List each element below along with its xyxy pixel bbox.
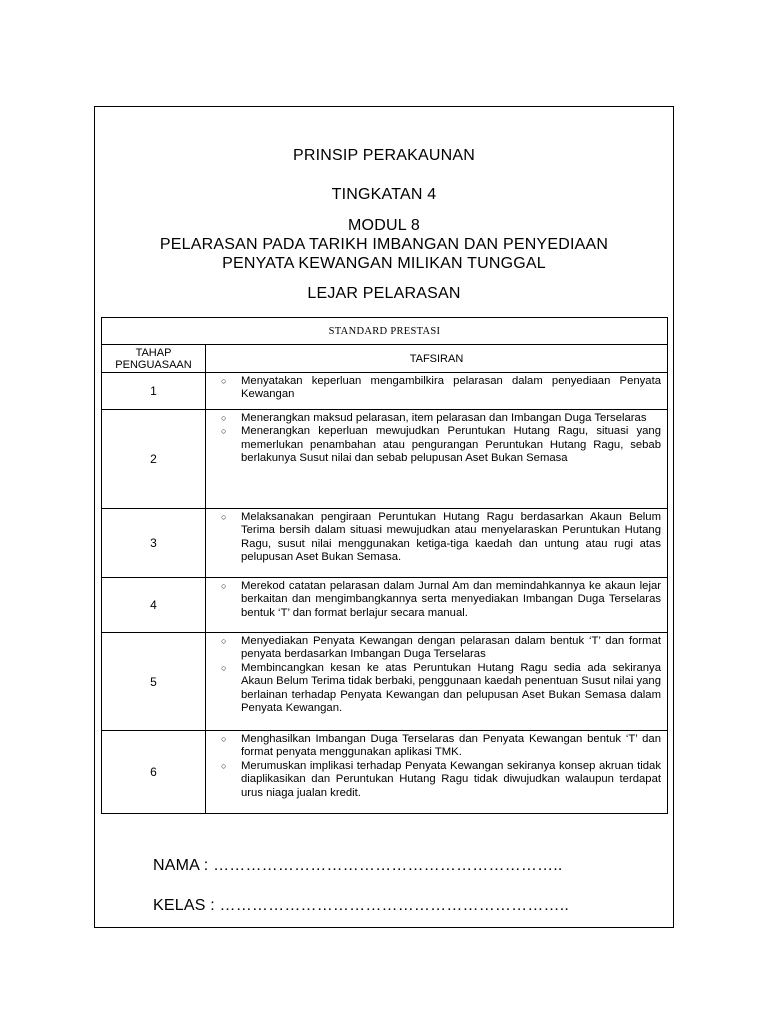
description-cell [206, 578, 668, 633]
list-item: ○ Menghasilkan Imbangan Duga Terselaras dan Penyata Kewangan bentuk ‘T’ dan format penyata menggunakan aplikasi TMK. [218, 733, 661, 760]
table-row [102, 509, 668, 578]
description-cell [206, 410, 668, 509]
level-cell: 5 [102, 633, 206, 731]
table-row [102, 373, 668, 410]
subject-title: PRINSIP PERAKAUNAN [292, 147, 476, 164]
table-row [102, 578, 668, 633]
description-cell [206, 509, 668, 578]
description-list [218, 412, 661, 466]
level-cell: 3 [102, 509, 206, 578]
module-number: MODUL 8 [348, 217, 420, 234]
description-list [218, 580, 661, 620]
description-cell [206, 731, 668, 814]
level-cell: 1 [102, 373, 206, 410]
description-cell [206, 633, 668, 731]
description-list [218, 733, 661, 800]
list-item: ○ Membincangkan kesan ke atas Peruntukan Hutang Ragu sedia ada sekiranya Akaun Belum Terima tidak berbaki, penggunaan kaedah penentuan Susut nilai yang berlainan terhadap Penyata Kewangan dan pelupusan Aset Bukan Semasa dalam Penyata Kewangan. [218, 662, 661, 716]
column-header-description: TAFSIRAN [206, 345, 668, 373]
list-item: ○ Menerangkan maksud pelarasan, item pelarasan dan Imbangan Duga Terselaras [218, 412, 661, 425]
level-cell: 4 [102, 578, 206, 633]
module-title-line1: PELARASAN PADA TARIKH IMBANGAN DAN PENYEDIAAN [159, 236, 609, 253]
column-header-level-label: TAHAP PENGUASAAN [115, 346, 192, 371]
list-item: ○ Menyediakan Penyata Kewangan dengan pelarasan dalam bentuk ‘T’ dan format penyata berdasarkan Imbangan Duga Terselaras [218, 635, 661, 662]
list-item: ○ Melaksanakan pengiraan Peruntukan Hutang Ragu berdasarkan Akaun Belum Terima bersih dalam situasi mewujudkan atau menyelaraskan Peruntukan Hutang Ragu, susut nilai menggunakan ketiga-tiga kaedah dan untung atau rugi atas pelupusan Aset Bukan Semasa. [218, 511, 661, 565]
name-field: NAMA : ……………………………………………………….. [153, 857, 563, 874]
table-row [102, 731, 668, 814]
description-list [218, 511, 661, 565]
document-frame [94, 106, 674, 928]
list-item: ○ Menyatakan keperluan mengambilkira pelarasan dalam penyediaan Penyata Kewangan [218, 375, 661, 402]
description-cell [206, 373, 668, 410]
list-item: ○ Merumuskan implikasi terhadap Penyata Kewangan sekiranya konsep akruan tidak diaplikasikan dan Peruntukan Hutang Ragu tidak diwujudkan walaupun terdapat urus niaga jualan kredit. [218, 760, 661, 800]
column-header-level [102, 345, 206, 373]
table-row [102, 633, 668, 731]
performance-standard-table [101, 317, 668, 814]
table-caption: STANDARD PRESTASI [102, 318, 668, 345]
table-row [102, 410, 668, 509]
topic-title: LEJAR PELARASAN [307, 285, 461, 302]
description-list [218, 635, 661, 715]
list-item: ○ Merekod catatan pelarasan dalam Jurnal Am dan memindahkannya ke akaun lejar berkaitan dan mengimbangkannya serta menyediakan Imbangan Duga Terselaras bentuk ‘T’ dan format berlajur secara manual. [218, 580, 661, 620]
list-item: ○ Menerangkan keperluan mewujudkan Peruntukan Hutang Ragu, situasi yang memerlukan penambahan atau pengurangan Peruntukan Hutang Ragu, sebab berlakunya Susut nilai dan sebab pelupusan Aset Bukan Semasa [218, 425, 661, 465]
class-field: KELAS : ……………………………………………………….. [153, 897, 570, 914]
form-level: TINGKATAN 4 [331, 186, 437, 203]
module-title-line2: PENYATA KEWANGAN MILIKAN TUNGGAL [222, 255, 546, 272]
table-header-row [102, 345, 668, 373]
description-list [218, 375, 661, 402]
level-cell: 2 [102, 410, 206, 509]
level-cell: 6 [102, 731, 206, 814]
